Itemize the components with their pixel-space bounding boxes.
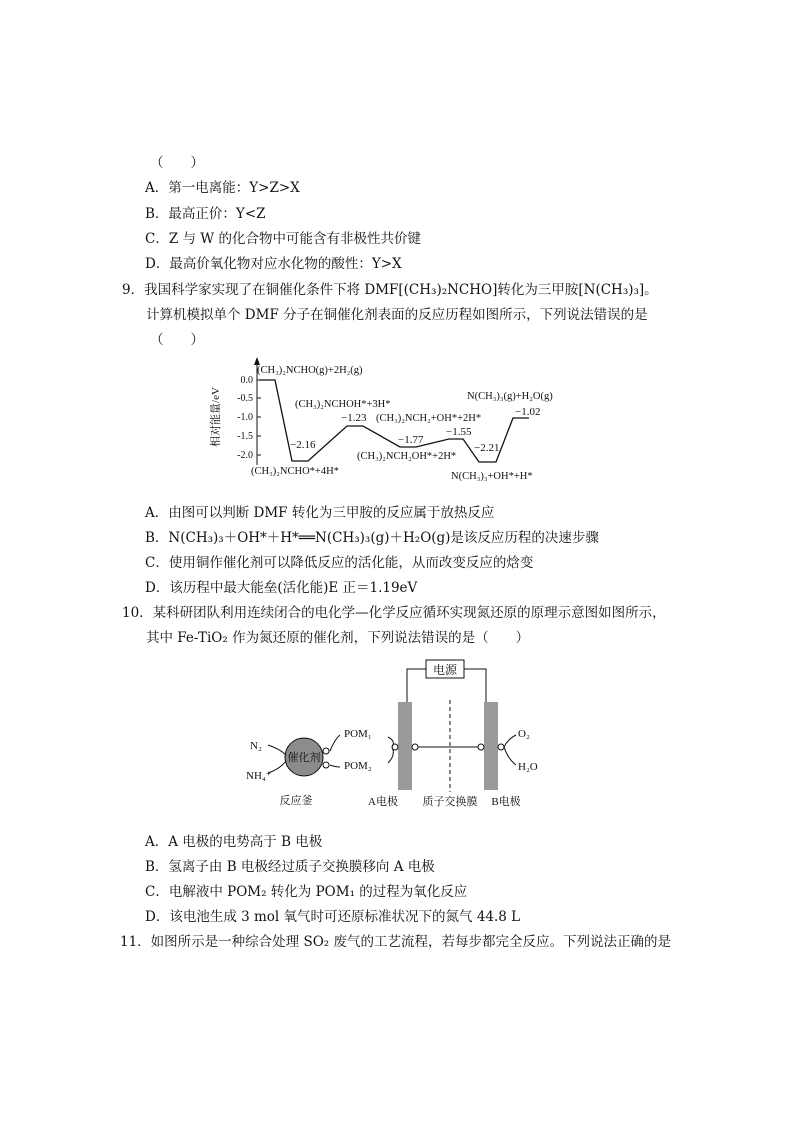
electrode-b-label: B电极 [491, 796, 521, 808]
species-label: (CH₃)₂NCH₂OH*+2H* [357, 451, 457, 462]
wire-right [464, 669, 486, 733]
value-label: −2.16 [290, 439, 316, 451]
species-label: (CH₃)₂NCHO(g)+2H₂(g) [257, 365, 363, 376]
pom1-label: POM₁ [344, 728, 372, 740]
energy-profile-figure [205, 355, 595, 485]
o2-label: O₂ [518, 728, 530, 740]
y-tick-label: -0.5 [237, 393, 253, 404]
n2-arrow [268, 745, 286, 755]
nh4-label: NH₄⁺ [246, 770, 272, 782]
q9-option-b[interactable]: B．N(CH₃)₃＋OH*＋H*══N(CH₃)₃(g)＋H₂O(g)是该反应历程的决速步骤 [145, 530, 599, 546]
q8-option-a[interactable]: A．第一电离能：Y>Z>X [145, 180, 300, 196]
y-tick-label: -2.0 [237, 450, 253, 461]
q9-option-a[interactable]: A．由图可以判断 DMF 转化为三甲胺的反应属于放热反应 [145, 505, 495, 521]
q9-stem-line1: 9．我国科学家实现了在铜催化条件下将 DMF[(CH₃)₂NCHO]转化为三甲胺[N(CH₃)₃]。 [122, 282, 658, 298]
q9-stem-line2: 计算机模拟单个 DMF 分子在铜催化剂表面的反应历程如图所示，下列说法错误的是 [146, 307, 648, 323]
species-label: (CH₃)₂NCH₂+OH*+2H* [376, 413, 482, 424]
q9-option-c[interactable]: C．使用铜作催化剂可以降低反应的活化能，从而改变反应的焓变 [145, 555, 534, 571]
electrochemical-cycle-figure [240, 655, 560, 815]
h2o-arrow [504, 747, 516, 765]
species-label: (CH₃)₂NCHOH*+3H* [295, 399, 391, 410]
q8-paren: （ ） [150, 155, 204, 171]
y-axis-arrow [254, 357, 260, 365]
q8-option-c[interactable]: C．Z 与 W 的化合物中可能含有非极性共价键 [145, 231, 421, 247]
q9-paren: （ ） [150, 332, 204, 348]
o2-arrow [504, 735, 516, 747]
reactor-label: 反应釜 [279, 795, 313, 807]
species-label: (CH₃)₂NCHO*+4H* [251, 466, 339, 477]
species-label: N(CH₃)₃(g)+H₂O(g) [467, 391, 553, 402]
y-tick-label: -1.0 [237, 412, 253, 423]
pom1-arrow [330, 735, 340, 751]
h2o-label: H₂O [518, 761, 538, 773]
species-label: N(CH₃)₃+OH*+H* [451, 471, 533, 482]
y-tick-label: 0.0 [240, 375, 253, 386]
y-tick-label: -1.5 [237, 431, 253, 442]
pom2-label: POM₂ [344, 760, 372, 772]
value-label: −1.55 [446, 426, 472, 438]
value-label: −2.21 [474, 442, 500, 454]
value-label: −1.02 [515, 406, 541, 418]
q11-stem-line1: 11．如图所示是一种综合处理 SO₂ 废气的工艺流程，若每步都完全反应。下列说法正确的是 [120, 934, 671, 950]
q10-option-d[interactable]: D．该电池生成 3 mol 氧气时可还原标准状况下的氮气 44.8 L [145, 909, 521, 925]
pom-return-arrow [388, 737, 393, 747]
q8-option-b[interactable]: B．最高正价：Y<Z [145, 206, 266, 222]
q10-option-b[interactable]: B．氢离子由 B 电极经过质子交换膜移向 A 电极 [145, 859, 435, 875]
pom-out-arrow [388, 747, 393, 763]
n2-label: N₂ [250, 740, 262, 752]
membrane-label: 质子交换膜 [422, 796, 478, 808]
value-label: −1.23 [341, 412, 367, 424]
q10-option-a[interactable]: A．A 电极的电势高于 B 电极 [145, 834, 323, 850]
q10-stem-line1: 10．某科研团队利用连续闭合的电化学—化学反应循环实现氮还原的原理示意图如图所示， [122, 605, 666, 621]
value-label: −1.77 [398, 434, 424, 446]
q8-option-d[interactable]: D．最高价氧化物对应水化物的酸性：Y>X [145, 256, 402, 272]
y-axis-label: 相对能量/eV [210, 387, 222, 447]
q9-option-d[interactable]: D．该历程中最大能垒(活化能)E 正＝1.19eV [145, 580, 418, 596]
q10-stem-line2: 其中 Fe-TiO₂ 作为氮还原的催化剂，下列说法错误的是（ ） [146, 630, 530, 646]
q10-option-c[interactable]: C．电解液中 POM₂ 转化为 POM₁ 的过程为氧化反应 [145, 884, 468, 900]
electrode-b [484, 702, 498, 790]
electrode-a [398, 702, 412, 790]
pom2-arrow [330, 765, 340, 767]
power-supply-label: 电源 [432, 663, 458, 677]
catalyst-label: 催化剂 [287, 752, 321, 764]
electrode-a-label: A电极 [368, 796, 398, 808]
